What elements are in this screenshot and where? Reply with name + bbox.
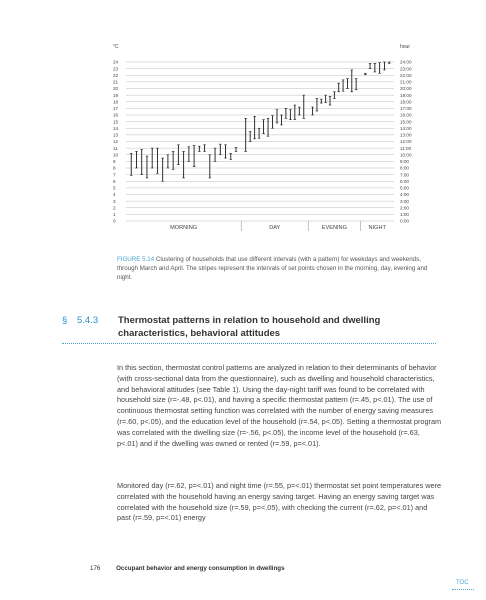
right-axis-tick-label: 14:00 [400,125,412,131]
right-axis-ticks [400,60,412,224]
right-axis-tick-label: 5:00 [400,185,409,191]
left-axis-tick-label: 1 [113,212,116,218]
right-axis-unit: hour [400,44,411,50]
page-footer [90,565,285,572]
right-axis-tick-label: 21:00 [400,79,412,85]
left-axis-tick-label: 23 [113,66,119,72]
section-number: 5.4.3 [77,315,99,326]
right-axis-tick-label: 4:00 [400,192,409,198]
section-title: Thermostat patterns in relation to household and dwelling characteristics, behavioral attitudes [118,315,381,339]
toc-link[interactable]: TOC [456,580,469,586]
left-axis-tick-label: 13 [113,132,119,138]
chart-grid [126,62,394,221]
left-axis-tick-label: 16 [113,112,119,118]
toc-rule [452,589,474,590]
right-axis-tick-label: 10:00 [400,152,412,158]
left-axis-tick-label: 11 [113,145,118,151]
left-axis-tick-label: 7 [113,172,116,178]
right-axis-tick-label: 7:00 [400,172,409,178]
figure-label: FIGURE 5.14 [117,256,155,263]
right-axis-tick-label: 17:00 [400,106,412,112]
left-axis-tick-label: 5 [113,185,116,191]
figure-caption [117,255,437,282]
right-axis-tick-label: 2:00 [400,205,409,211]
left-axis-tick-label: 3 [113,198,116,204]
left-axis-tick-label: 9 [113,159,116,165]
right-axis-tick-label: 3:00 [400,198,409,204]
left-axis-tick-label: 24 [113,59,119,65]
left-axis-tick-label: 14 [113,125,119,131]
right-axis-tick-label: 8:00 [400,165,409,171]
right-axis-tick-label: 9:00 [400,159,409,165]
left-axis-tick-label: 10 [113,152,119,158]
left-axis-tick-label: 15 [113,119,119,125]
category-label: MORNING [170,225,198,231]
category-label: DAY [269,225,281,231]
footer-title: Occupant behavior and energy consumption in dwellings [116,565,285,572]
figure-caption-text: Clustering of households that use different intervals (with a pattern) for weekdays and weekends, through March and April. The stripes represent the intervals of set points chosen in the morning, day, evening and night. [117,256,428,281]
left-axis-tick-label: 18 [113,99,119,105]
left-axis-tick-label: 21 [113,79,119,85]
right-axis-tick-label: 15:00 [400,119,412,125]
body-paragraph-2: Monitored day (r=.62, p=<.01) and night time (r=.55, p=<.01) thermostat set point temperatures were correlated with the household having an energy saving target. Having an energy saving target was correlated with the household size (r=.59, p=<.05), with checking the current (r=.62, p=<.01) and past (r=.59, p=<.01) energy [117,481,442,523]
left-axis-tick-label: 22 [113,72,119,78]
left-axis-tick-label: 19 [113,92,119,98]
section-symbol: § [62,315,68,326]
right-axis-tick-label: 13:00 [400,132,412,138]
right-axis-tick-label: 23:00 [400,66,412,72]
right-axis-tick-label: 19:00 [400,92,412,98]
right-axis-tick-label: 18:00 [400,99,412,105]
range-bar-chart [0,0,486,240]
page-number: 176 [90,565,101,572]
right-axis-tick-label: 0:00 [400,218,409,224]
left-axis-tick-label: 0 [113,218,116,224]
right-axis-tick-label: 20:00 [400,86,412,92]
left-axis-tick-label: 6 [113,178,116,184]
left-axis-tick-label: 8 [113,165,116,171]
category-label: EVENING [321,225,347,231]
left-axis-tick-label: 17 [113,106,119,112]
right-axis-tick-label: 24:00 [400,59,412,65]
left-axis-tick-label: 20 [113,86,119,92]
left-axis-ticks [113,60,119,224]
right-axis-tick-label: 6:00 [400,178,409,184]
category-axis [170,221,386,231]
left-axis-tick-label: 12 [113,139,119,145]
left-axis-unit: °C [113,44,119,50]
category-label: NIGHT [368,225,386,231]
right-axis-tick-label: 22:00 [400,72,412,78]
right-axis-tick-label: 12:00 [400,139,412,145]
right-axis-tick-label: 11:00 [400,145,412,151]
body-paragraph-1: In this section, thermostat control patterns are analyzed in relation to their determinants of behavior (with cross-sectional data from the questionnaire), such as dwelling and household characteristics, and behavioral attitudes (see Table 1). Using the day-night tariff was found to be correlated with household size (r=-.48, p<.01), and having a specific thermostat pattern (r=.45, p<.01). The use of continuous thermostat setting function was correlated with the number of energy saving measures (r=.60, p<.05), and the education level of the household (r=.54, p<.05). Setting a thermostat program was correlated with the dwelling size (r=-.56, p<.05), the income level of the household (r=.63, p<.01) and if the dwelling was owned or rented (r=.59, p=<.01). [117,363,442,448]
right-axis-tick-label: 16:00 [400,112,412,118]
left-axis-tick-label: 2 [113,205,116,211]
right-axis-tick-label: 1:00 [400,212,409,218]
left-axis-tick-label: 4 [113,192,116,198]
section-rule [62,343,436,344]
